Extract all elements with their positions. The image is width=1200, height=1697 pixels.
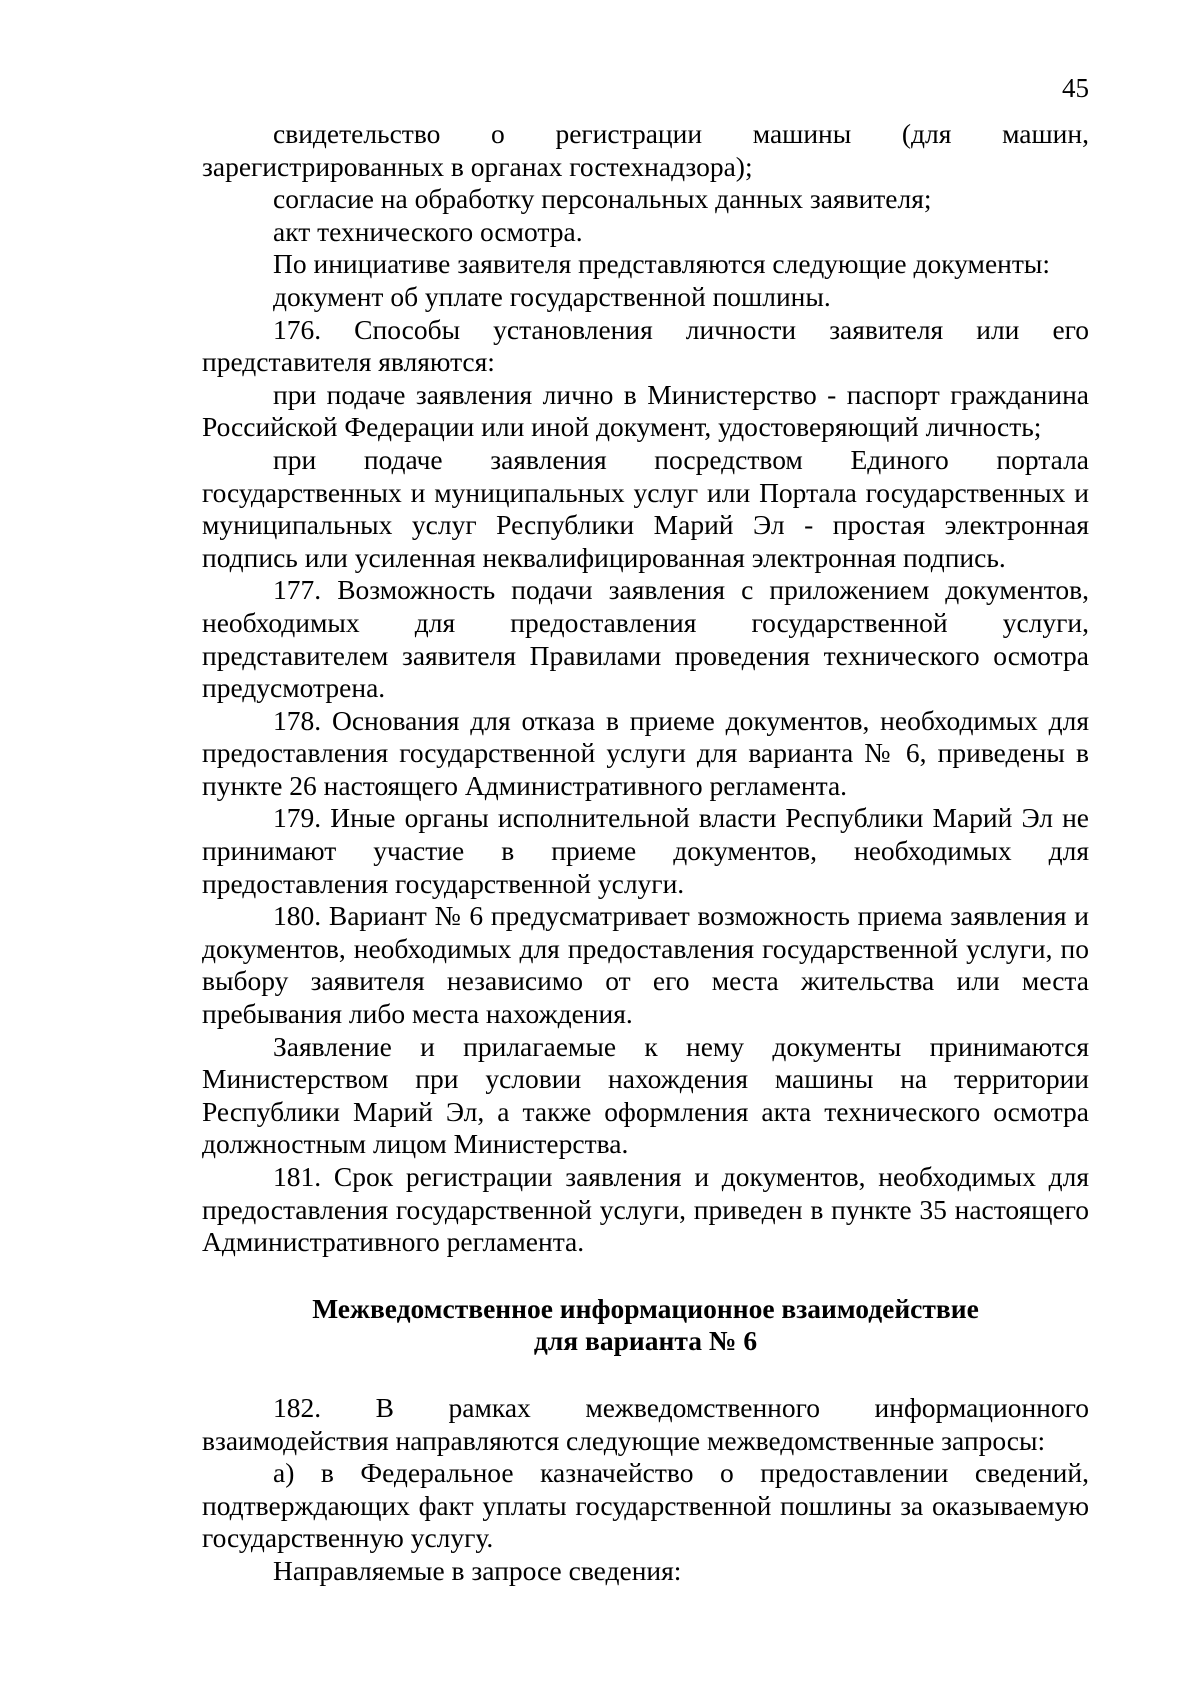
section-heading-line-1: Межведомственное информационное взаимодействие xyxy=(312,1292,979,1324)
paragraph: 181. Срок регистрации заявления и документов, необходимых для предоставления государственной услуги, приведен в пункте 35 настоящего Административного регламента. xyxy=(202,1161,1089,1258)
document-body xyxy=(202,118,1089,1588)
spacer xyxy=(202,1259,1089,1293)
paragraph: а) в Федеральное казначейство о предоставлении сведений, подтверждающих факт уплаты государственной пошлины за оказываемую государственную услугу. xyxy=(202,1457,1089,1554)
paragraph: акт технического осмотра. xyxy=(273,215,583,247)
paragraph: Заявление и прилагаемые к нему документы принимаются Министерством при условии нахождения машины на территории Республики Марий Эл, а также оформления акта технического осмотра должностным лицом Министерства. xyxy=(202,1030,1089,1160)
paragraph: при подаче заявления посредством Единого портала государственных и муниципальных услуг или Портала государственных и муниципальных услуг Республики Марий Эл - простая электронная подпись или усиленная неквалифицированная электронная подпись. xyxy=(202,443,1089,573)
paragraph: 178. Основания для отказа в приеме документов, необходимых для предоставления государственной услуги для варианта № 6, приведены в пункте 26 настоящего Административного регламента. xyxy=(202,704,1089,801)
spacer xyxy=(202,1358,1089,1392)
paragraph: Направляемые в запросе сведения: xyxy=(273,1554,682,1586)
paragraph: По инициативе заявителя представляются следующие документы: xyxy=(273,248,1051,280)
paragraph: свидетельство о регистрации машины (для машин, зарегистрированных в органах гостехнадзора); xyxy=(202,118,1089,182)
paragraph: 177. Возможность подачи заявления с приложением документов, необходимых для предоставления государственной услуги, представителем заявителя Правилами проведения технического осмотра предусмотрена. xyxy=(202,574,1089,704)
paragraph: 182. В рамках межведомственного информационного взаимодействия направляются следующие межведомственные запросы: xyxy=(202,1391,1089,1456)
paragraph: 176. Способы установления личности заявителя или его представителя являются: xyxy=(202,313,1089,378)
page-number: 45 xyxy=(1062,73,1089,103)
paragraph: при подаче заявления лично в Министерство - паспорт гражданина Российской Федерации или иной документ, удостоверяющий личность; xyxy=(202,378,1089,443)
paragraph: 180. Вариант № 6 предусматривает возможность приема заявления и документов, необходимых для предоставления государственной услуги, по выбору заявителя независимо от его места жительства или места пребывания либо места нахождения. xyxy=(202,900,1089,1030)
section-heading-line-2: для варианта № 6 xyxy=(533,1325,758,1357)
paragraph: согласие на обработку персональных данных заявителя; xyxy=(273,183,932,215)
paragraph: 179. Иные органы исполнительной власти Республики Марий Эл не принимают участие в приеме документов, необходимых для предоставления государственной услуги. xyxy=(202,802,1089,899)
section-heading xyxy=(202,1293,1089,1358)
paragraph: документ об уплате государственной пошлины. xyxy=(273,280,831,312)
